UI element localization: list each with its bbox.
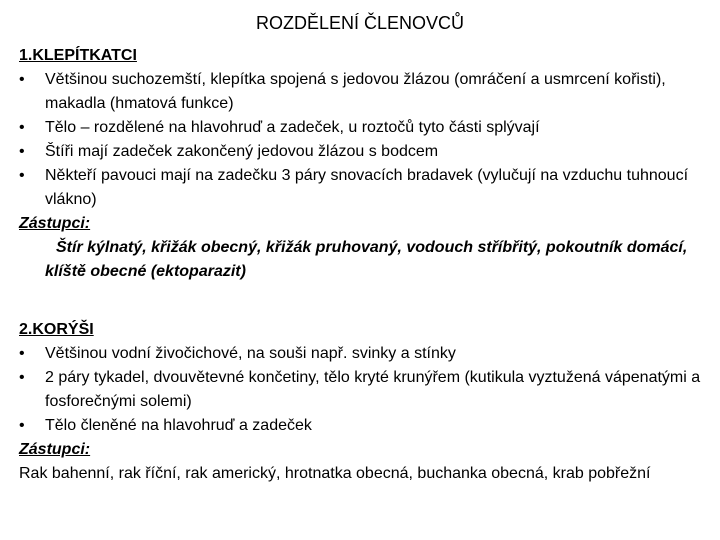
bullet-icon: • — [19, 143, 25, 160]
list-item-text: Štíři mají zadeček zakončený jedovou žlázou s bodcem — [45, 143, 439, 160]
bullet-list-arachnids — [19, 68, 709, 212]
list-item — [19, 164, 709, 212]
section-heading-arachnids: 1.KLEPÍTKATCI — [19, 47, 137, 64]
list-item-text: Někteří pavouci mají na zadečku 3 páry snovacích bradavek (vylučují na vzduchu tuhnoucí vlákno) — [45, 167, 689, 208]
representatives-label: Zástupci: — [19, 441, 91, 458]
representatives-text: Rak bahenní, rak říční, rak americký, hrotnatka obecná, buchanka obecná, krab pobřežní — [19, 465, 651, 482]
list-item-text: Tělo – rozdělené na hlavohruď a zadeček, u roztočů tyto části splývají — [45, 119, 540, 136]
section-heading-crustaceans: 2.KORÝŠI — [19, 321, 94, 338]
list-item — [19, 68, 709, 116]
bullet-icon: • — [19, 417, 25, 434]
list-item — [19, 342, 709, 366]
bullet-icon: • — [19, 369, 25, 386]
list-item — [19, 140, 709, 164]
page-title: ROZDĚLENÍ ČLENOVCŮ — [255, 13, 465, 33]
bullet-icon: • — [19, 119, 25, 136]
representatives-text: Štír kýlnatý, křižák obecný, křižák pruhovaný, vodouch stříbřitý, pokoutník domácí, klíště obecné (ektoparazit) — [45, 239, 688, 280]
content-body — [19, 44, 709, 486]
list-item — [19, 414, 709, 438]
list-item-text: Většinou suchozemští, klepítka spojená s jedovou žlázou (omráčení a usmrcení kořisti), makadla (hmatová funkce) — [45, 71, 666, 112]
bullet-icon: • — [19, 167, 25, 184]
bullet-icon: • — [19, 345, 25, 362]
representatives-label: Zástupci: — [19, 215, 91, 232]
list-item-text: 2 páry tykadel, dvouvětevné končetiny, tělo kryté krunýřem (kutikula vyztužená vápenatými a fosforečnými solemi) — [45, 369, 701, 410]
bullet-list-crustaceans — [19, 342, 709, 438]
list-item-text: Většinou vodní živočichové, na souši např. svinky a stínky — [45, 345, 456, 362]
bullet-icon: • — [19, 71, 25, 88]
section-spacer — [19, 284, 709, 318]
list-item — [19, 366, 709, 414]
list-item — [19, 116, 709, 140]
list-item-text: Tělo členěné na hlavohruď a zadeček — [45, 417, 312, 434]
